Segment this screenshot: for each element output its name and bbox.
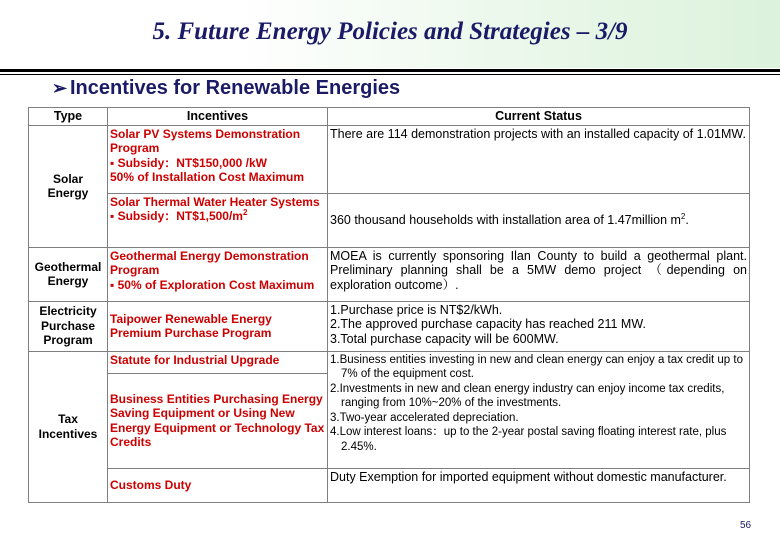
- title-rule-thick: [0, 69, 780, 72]
- incentives-table: [28, 107, 750, 503]
- incentive-title: Solar Thermal Water Heater Systems: [110, 194, 320, 209]
- header-incentives: Incentives: [108, 108, 328, 126]
- incentive-title: Geothermal Energy Demonstration Program: [110, 248, 309, 277]
- status-line: 1.Purchase price is NT$2/kWh.: [330, 302, 503, 317]
- incentive-solar-thermal: [108, 193, 328, 247]
- type-electricity: Electricity Purchase Program: [29, 301, 108, 351]
- status-tax: [328, 351, 750, 468]
- status-solar-thermal: 360 thousand households with installation area of 1.47million $m^2$.: [328, 193, 750, 247]
- incentive-solar-pv: [108, 125, 328, 193]
- type-solar: Solar Energy: [29, 125, 108, 247]
- table-row: [29, 125, 750, 193]
- incentive-detail: ▪ Subsidy：NT$150,000 /kW: [110, 155, 267, 170]
- incentive-detail: ▪ 50% of Exploration Cost Maximum: [110, 277, 315, 292]
- incentive-electricity: Taipower Renewable Energy Premium Purchase Program: [108, 301, 328, 351]
- status-line: 3.Two-year accelerated depreciation.: [330, 411, 519, 424]
- status-line: 4.Low interest loans：up to the 2-year postal saving floating interest rate, plus 2.45%.: [330, 426, 727, 453]
- table-row: [29, 193, 750, 247]
- incentive-business: Business Entities Purchasing Energy Saving Equipment or Using New Energy Equipment or Technology Tax Credits: [108, 373, 328, 468]
- status-geothermal: MOEA is currently sponsoring Ilan County to build a geothermal plant. Preliminary planning shall be a 5MW demo project （depending on exploration outcome）.: [328, 247, 750, 301]
- incentive-detail: 50% of Installation Cost Maximum: [110, 170, 305, 184]
- subtitle-text: Incentives for Renewable Energies: [70, 77, 401, 99]
- status-line: 3.Total purchase capacity will be 600MW.: [330, 331, 559, 346]
- table-row: [29, 468, 750, 502]
- header-type: Type: [29, 108, 108, 126]
- incentive-customs: Customs Duty: [108, 468, 328, 502]
- type-tax: Tax Incentives: [29, 351, 108, 502]
- table-row: [29, 247, 750, 301]
- incentive-statute: Statute for Industrial Upgrade: [108, 351, 328, 373]
- table-row: [29, 351, 750, 373]
- page-title: 5. Future Energy Policies and Strategies – 3/9: [152, 18, 628, 45]
- status-line: 2.The approved purchase capacity has reached 211 MW.: [330, 317, 646, 331]
- incentive-geothermal: [108, 247, 328, 301]
- header-current-status: Current Status: [328, 108, 750, 126]
- title-rule-thin: [0, 74, 780, 75]
- status-customs: Duty Exemption for imported equipment without domestic manufacturer.: [328, 468, 750, 502]
- status-electricity: [328, 301, 750, 351]
- incentive-detail: ▪ Subsidy：$NT\$1,500/m^2$: [110, 208, 248, 223]
- incentive-title: Solar PV Systems Demonstration Program: [110, 126, 301, 155]
- arrow-bullet-icon: ➢: [52, 78, 68, 98]
- status-solar-pv: There are 114 demonstration projects with an installed capacity of 1.01MW.: [328, 125, 750, 193]
- table-header-row: [29, 108, 750, 126]
- page-number: 56: [740, 520, 752, 531]
- type-geothermal: Geothermal Energy: [29, 247, 108, 301]
- table-row: [29, 301, 750, 351]
- section-subtitle: [52, 77, 400, 100]
- status-line: 1.Business entities investing in new and clean energy can enjoy a tax credit up to 7% of the equipment cost.: [330, 353, 743, 380]
- status-line: 2.Investments in new and clean energy industry can enjoy income tax credits, ranging from 10%~20% of the investments.: [330, 382, 725, 409]
